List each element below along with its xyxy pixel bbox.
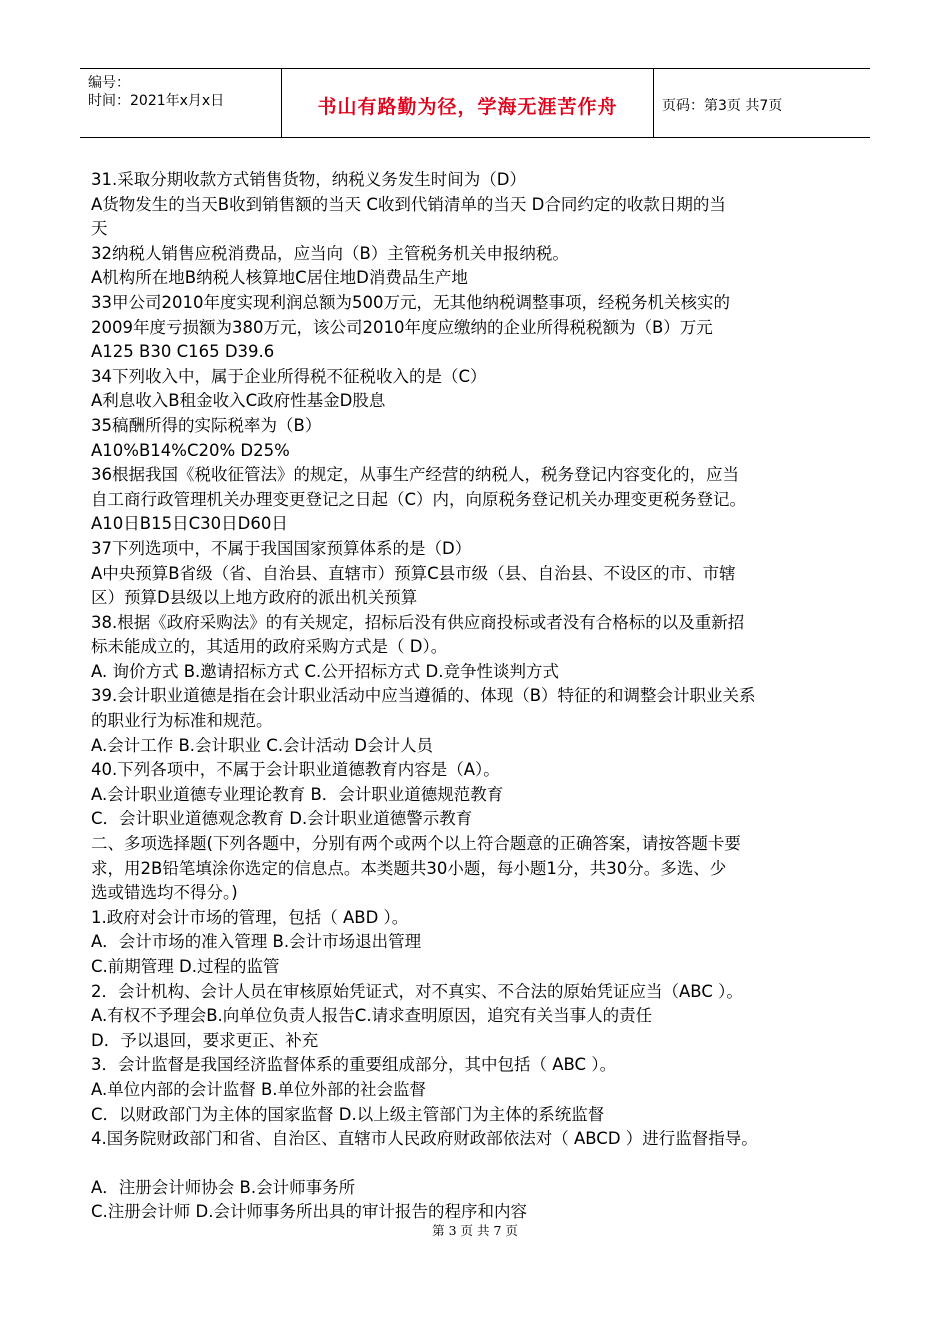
text-line: 天 <box>91 219 108 239</box>
text-line: 34下列收入中，属于企业所得税不征税收入的是（C） <box>91 366 487 386</box>
text-line: 标未能成立的，其适用的政府采购方式是（ D）。 <box>91 637 448 657</box>
text-line: 自工商行政管理机关办理变更登记之日起（C）内，向原税务登记机关办理变更税务登记。 <box>91 489 747 509</box>
text-line: A. 询价方式 B.邀请招标方式 C.公开招标方式 D.竞争性谈判方式 <box>91 661 560 681</box>
text-line: D．予以退回，要求更正、补充 <box>91 1030 319 1050</box>
text-line: A货物发生的当天B收到销售额的当天 C收到代销清单的当天 D合同约定的收款日期的当 <box>91 194 726 214</box>
text-line: C．会计职业道德观念教育 D.会计职业道德警示教育 <box>91 809 473 829</box>
text-line: 2．会计机构、会计人员在审核原始凭证式，对不真实、不合法的原始凭证应当（ABC ）。 <box>91 981 743 1001</box>
text-line: 37下列选项中，不属于我国国家预算体系的是（D） <box>91 538 472 558</box>
header-motto: 书山有路勤为径，学海无涯苦作舟 <box>282 69 654 137</box>
page-header <box>80 68 870 138</box>
text-line: 33甲公司2010年度实现利润总额为500万元，无其他纳税调整事项，经税务机关核实的 <box>91 292 730 312</box>
text-line: C.注册会计师 D.会计师事务所出具的审计报告的程序和内容 <box>91 1202 527 1222</box>
text-line: 1.政府对会计市场的管理，包括（ ABD ）。 <box>91 907 409 927</box>
text-line: A.单位内部的会计监督 B.单位外部的社会监督 <box>91 1079 427 1099</box>
text-line: 区）预算D县级以上地方政府的派出机关预算 <box>91 588 418 608</box>
text-line: 求，用2B铅笔填涂你选定的信息点。本类题共30小题，每小题1分，共30分。多选、少 <box>91 858 727 878</box>
text-line: 2009年度亏损额为380万元，该公司2010年度应缴纳的企业所得税税额为（B）万元 <box>91 317 713 337</box>
text-line: C．以财政部门为主体的国家监督 D.以上级主管部门为主体的系统监督 <box>91 1104 605 1124</box>
text-line: 40.下列各项中，不属于会计职业道德教育内容是（A）。 <box>91 760 500 780</box>
header-page-info: 页码：第3页 共7页 <box>662 98 783 114</box>
text-line: 二、多项选择题(下列各题中，分别有两个或两个以上符合题意的正确答案，请按答题卡要 <box>91 834 741 854</box>
time-label: 时间：2021年x月x日 <box>88 93 225 109</box>
text-line: 4.国务院财政部门和省、自治区、直辖市人民政府财政部依法对（ ABCD ）进行监督指导。 <box>91 1129 758 1149</box>
text-line: A10%B14%C20% D25% <box>91 440 290 460</box>
text-line: A．注册会计师协会 B.会计师事务所 <box>91 1177 356 1197</box>
number-label: 编号： <box>88 75 130 91</box>
text-line: 的职业行为标准和规范。 <box>91 711 273 731</box>
text-line: A.会计工作 B.会计职业 C.会计活动 D会计人员 <box>91 735 434 755</box>
text-line: C.前期管理 D.过程的监管 <box>91 957 280 976</box>
text-line: A125 B30 C165 D39.6 <box>91 342 275 362</box>
text-line: A.有权不予理会B.向单位负责人报告C.请求查明原因，追究有关当事人的责任 <box>91 1006 653 1026</box>
text-line: 32纳税人销售应税消费品，应当向（B）主管税务机关申报纳税。 <box>91 243 569 263</box>
text-line: 31.采取分期收款方式销售货物，纳税义务发生时间为（D） <box>91 170 526 189</box>
text-line: 选或错选均不得分。) <box>91 883 238 903</box>
text-line: 35稿酬所得的实际税率为（B） <box>91 415 322 435</box>
text-line: 36根据我国《税收征管法》的规定，从事生产经营的纳税人，税务登记内容变化的，应当 <box>91 465 739 485</box>
text-line: A利息收入B租金收入C政府性基金D股息 <box>91 391 386 411</box>
text-line: 39.会计职业道德是指在会计职业活动中应当遵循的、体现（B）特征的和调整会计职业关系 <box>91 686 756 706</box>
text-line: A机构所在地B纳税人核算地C居住地D消费品生产地 <box>91 268 468 288</box>
blank-line <box>91 1152 871 1176</box>
text-line: A.会计职业道德专业理论教育 B．会计职业道德规范教育 <box>91 784 504 804</box>
text-line: 3．会计监督是我国经济监督体系的重要组成部分，其中包括（ ABC ）。 <box>91 1055 617 1075</box>
text-line: A10日B15日C30日D60日 <box>91 514 288 534</box>
text-line: A中央预算B省级（省、自治县、直辖市）预算C县市级（县、自治县、不设区的市、市辖 <box>91 563 736 583</box>
document-body <box>91 168 871 1225</box>
text-line: A．会计市场的准入管理 B.会计市场退出管理 <box>91 932 422 952</box>
text-line: 38.根据《政府采购法》的有关规定，招标后没有供应商投标或者没有合格标的以及重新招 <box>91 612 745 632</box>
page-footer: 第 3 页 共 7 页 <box>432 1223 518 1238</box>
header-meta <box>80 69 282 137</box>
